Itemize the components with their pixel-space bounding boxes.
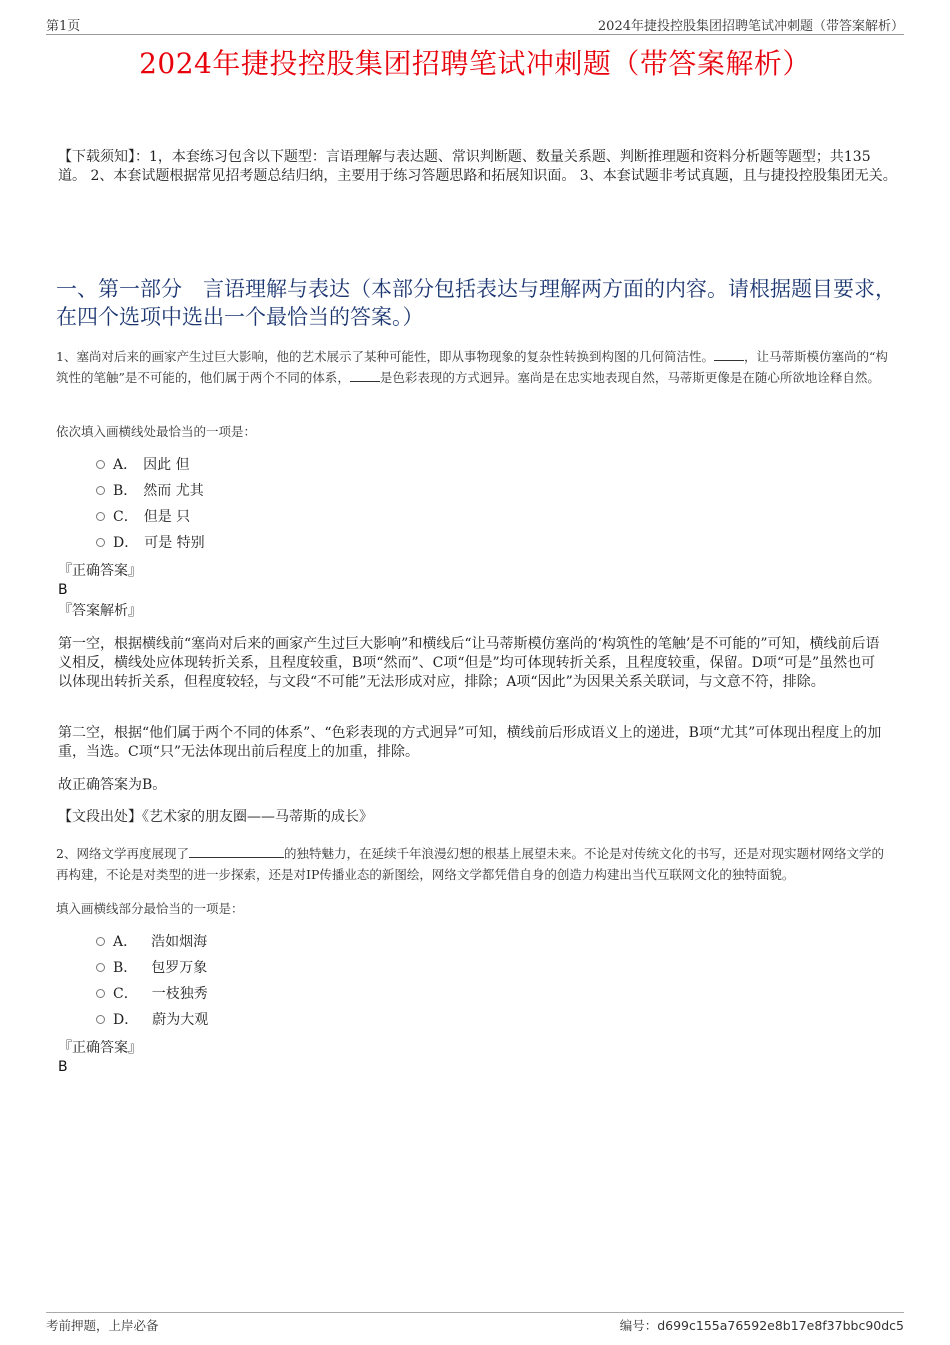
answer-label: 『正确答案』 (58, 1040, 142, 1056)
answer-value: B (58, 1059, 68, 1075)
option-d[interactable]: D． 可是 特别 (96, 530, 596, 556)
question-1-prompt: 依次填入画横线处最恰当的一项是： (56, 424, 257, 439)
footer-slogan: 考前押题，上岸必备 (46, 1318, 159, 1333)
radio-icon[interactable] (96, 460, 105, 469)
question-2-stem: 2、网络文学再度展现了 的独特魅力，在延续千年浪漫幻想的根基上展望未来。不论是对传统文化的书写，还是对现实题材网络文学的再构建，不论是对类型的进一步探索，还是对IP传播业态的新图绘，网络文学都凭借自身的创造力构建出当代互联网文化的独特面貌。 (56, 846, 884, 882)
page-header (46, 14, 904, 35)
option-a[interactable]: A． 因此 但 (96, 452, 596, 478)
source-citation: 【文段出处】《艺术家的朋友圈——马蒂斯的成长》 (58, 809, 373, 825)
question-1-options (96, 452, 596, 556)
radio-icon[interactable] (96, 512, 105, 521)
option-c[interactable]: C． 但是 只 (96, 504, 596, 530)
radio-icon[interactable] (96, 963, 105, 972)
document-id: 编号：d699c155a76592e8b17e8f37bbc90dc5 (619, 1318, 904, 1333)
option-c[interactable]: C． 一枝独秀 (96, 981, 596, 1007)
fill-blank (714, 348, 744, 361)
analysis-paragraph: 第一空，根据横线前“塞尚对后来的画家产生过巨大影响”和横线后“让马蒂斯模仿塞尚的‘构筑性的笔触’是不可能的”可知，横线前后语义相反，横线处应体现转折关系，且程度较重，B项“然而”、C项“但是”均可体现转折关系，且程度较重，保留。D项“可是”虽然也可以体现出转折关系，但程度较轻，与文段“不可能”无法形成对应，排除；A项“因此”为因果关系关联词，与文意不符，排除。 (58, 636, 880, 690)
section-title: 一、第一部分 言语理解与表达（本部分包括表达与理解两方面的内容。请根据题目要求，在四个选项中选出一个最恰当的答案。） (56, 277, 896, 329)
option-b[interactable]: B． 包罗万象 (96, 955, 596, 981)
question-2-options (96, 929, 596, 1033)
radio-icon[interactable] (96, 989, 105, 998)
analysis-conclusion: 故正确答案为B。 (58, 777, 167, 793)
radio-icon[interactable] (96, 486, 105, 495)
page-title: 2024年捷投控股集团招聘笔试冲刺题（带答案解析） (139, 47, 811, 80)
option-d[interactable]: D． 蔚为大观 (96, 1007, 596, 1033)
radio-icon[interactable] (96, 937, 105, 946)
download-notice: 【下载须知】：1，本套练习包含以下题型：言语理解与表达题、常识判断题、数量关系题、判断推理题和资料分析题等题型；共135道。 2、本套试题根据常见招考题总结归纳，主要用于练习答题思路和拓展知识面。 3、本套试题非考试真题，且与捷投控股集团无关。 (58, 149, 897, 184)
analysis-label: 『答案解析』 (58, 603, 142, 619)
fill-blank (189, 845, 284, 858)
option-b[interactable]: B． 然而 尤其 (96, 478, 596, 504)
question-2-prompt: 填入画横线部分最恰当的一项是： (56, 901, 244, 916)
answer-label: 『正确答案』 (58, 563, 142, 579)
answer-value: B (58, 582, 68, 598)
page-number: 第1页 (46, 19, 81, 34)
radio-icon[interactable] (96, 1015, 105, 1024)
question-1-stem: 1、塞尚对后来的画家产生过巨大影响，他的艺术展示了某种可能性，即从事物现象的复杂性转换到构图的几何简洁性。 ，让马蒂斯模仿塞尚的“构筑性的笔触”是不可能的，他们属于两个不同的体系， 是色彩表现的方式迥异。塞尚是在忠实地表现自然，马蒂斯更像是在随心所欲地诠释自然。 (56, 349, 888, 385)
analysis-paragraph: 第二空，根据“他们属于两个不同的体系”、“色彩表现的方式迥异”可知，横线前后形成语义上的递进，B项“尤其”可体现出程度上的加重，当选。C项“只”无法体现出前后程度上的加重，排除。 (58, 725, 882, 760)
option-a[interactable]: A． 浩如烟海 (96, 929, 596, 955)
page-footer (46, 1312, 904, 1339)
header-doc-title: 2024年捷投控股集团招聘笔试冲刺题（带答案解析） (597, 19, 904, 34)
radio-icon[interactable] (96, 538, 105, 547)
fill-blank (350, 369, 380, 382)
